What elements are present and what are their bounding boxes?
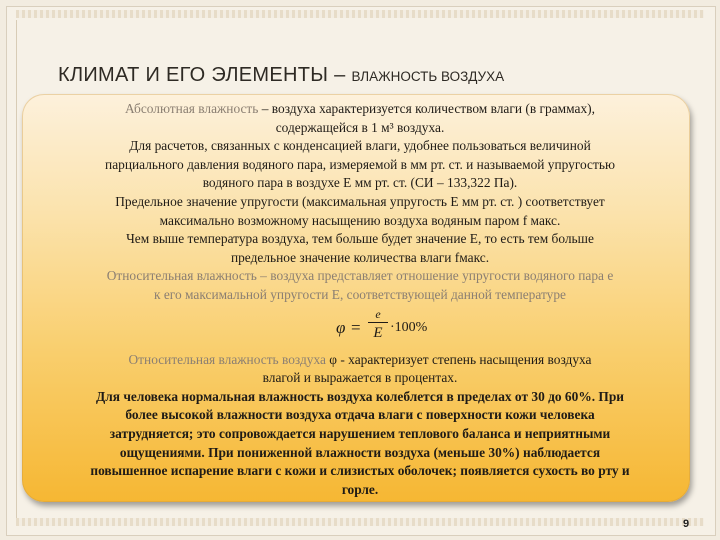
human-norm-line-3: затрудняется; это сопровождается нарушением теплового баланса и неприятными bbox=[109, 425, 611, 441]
formula-denominator: E bbox=[373, 324, 383, 341]
title-sub: ВЛАЖНОСТЬ ВОЗДУХА bbox=[351, 69, 505, 84]
relative-humidity-def-line-1: Относительная влажность – воздуха представляет отношение упругости водяного пара е bbox=[106, 268, 614, 284]
relative-humidity-char-line-1: Относительная влажность воздуха φ - характеризует степень насыщения воздуха bbox=[128, 351, 592, 367]
human-norm-line-5: повышенное испарение влаги с кожи и слизистых оболочек; появляется сухость во рту и bbox=[90, 463, 630, 479]
absolute-humidity-term: Абсолютная влажность bbox=[125, 101, 259, 116]
humidity-formula bbox=[40, 307, 680, 349]
formula-fraction bbox=[368, 307, 388, 341]
formula-fraction-bar bbox=[368, 322, 388, 323]
relative-humidity-char-line-2: влагой и выражается в процентах. bbox=[262, 370, 458, 386]
title-separator: – bbox=[328, 64, 352, 86]
relative-humidity-term: Относительная влажность воздуха bbox=[128, 351, 326, 367]
limit-line-1: Предельное значение упругости (максимальная упругость Е мм рт. ст. ) соответствует bbox=[115, 193, 605, 209]
calc-line-3: водяного пара в воздухе E мм рт. ст. (СИ – 133,322 Па). bbox=[202, 175, 518, 191]
bottom-decorative-strip bbox=[16, 518, 704, 526]
title-main: КЛИМАТ И ЕГО ЭЛЕМЕНТЫ bbox=[58, 64, 329, 86]
left-decorative-line bbox=[16, 20, 17, 520]
formula-percent: ·100% bbox=[390, 319, 428, 335]
content-text bbox=[40, 100, 680, 499]
calc-line-1: Для расчетов, связанных с конденсацией влаги, удобнее пользоваться величиной bbox=[129, 138, 591, 154]
temp-line-2: предельное значение количества влаги fмакс. bbox=[230, 249, 490, 265]
human-norm-line-6: горле. bbox=[341, 481, 379, 497]
temp-line-1: Чем выше температура воздуха, тем больше будет значение Е, то есть тем больше bbox=[126, 231, 594, 247]
absolute-humidity-line-2: содержащейся в 1 м³ воздуха. bbox=[275, 119, 445, 135]
absolute-humidity-line-1: Абсолютная влажность – воздуха характеризуется количеством влаги (в граммах), bbox=[125, 101, 595, 116]
slide-title bbox=[58, 64, 504, 87]
relative-humidity-def-line-2: к его максимальной упругости Е, соответствующей данной температуре bbox=[154, 286, 566, 302]
formula-numerator: e bbox=[375, 306, 381, 321]
human-norm-line-4: ощущениями. При пониженной влажности воздуха (меньше 30%) наблюдается bbox=[119, 444, 601, 460]
limit-line-2: максимально возможному насыщению воздуха водяным паром f макс. bbox=[159, 212, 561, 228]
human-norm-line-1: Для человека нормальная влажность воздуха колеблется в пределах от 30 до 60%. При bbox=[96, 388, 624, 404]
top-decorative-strip bbox=[16, 10, 704, 18]
human-norm-line-2: более высокой влажности воздуха отдача влаги с поверхности кожи человека bbox=[125, 407, 595, 423]
formula-equals: = bbox=[351, 317, 361, 337]
page-number: 9 bbox=[683, 518, 690, 530]
formula-phi: φ bbox=[336, 317, 346, 337]
calc-line-2: парциального давления водяного пара, измеряемой в мм рт. ст. и называемой упругостью bbox=[105, 156, 615, 172]
